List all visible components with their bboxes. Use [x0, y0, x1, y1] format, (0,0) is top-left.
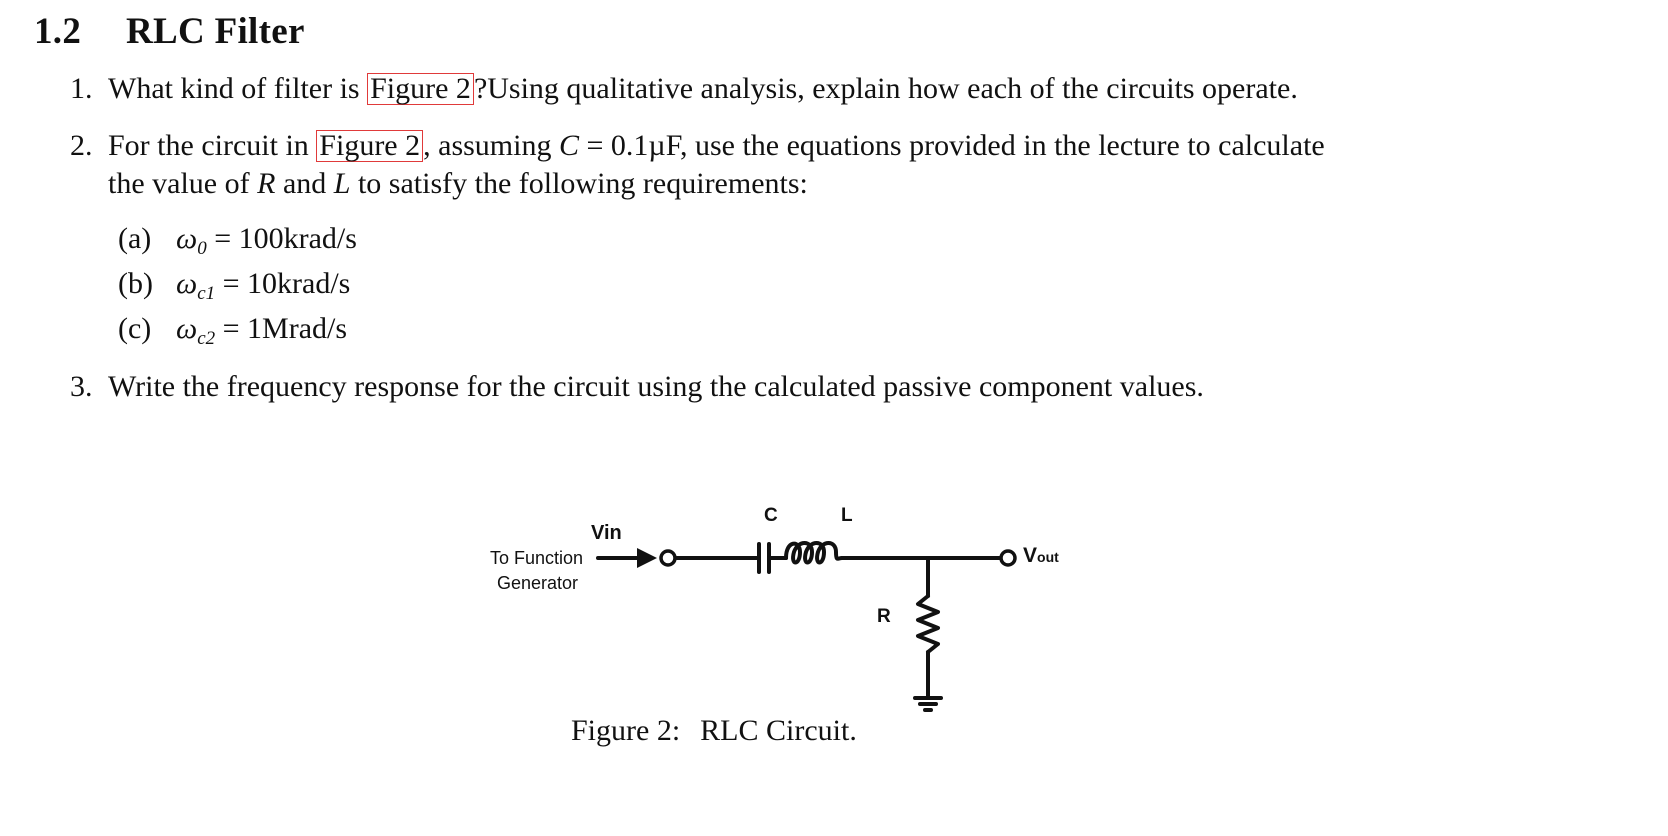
- figure-caption: [571, 712, 857, 750]
- resistor-label: R: [877, 606, 891, 627]
- inductance-symbol: L: [333, 167, 351, 200]
- requirement-value: = 10krad/s: [222, 267, 351, 300]
- requirement-value: = 1Mrad/s: [222, 312, 348, 345]
- vin-label: Vin: [591, 522, 622, 544]
- inductor-coil: [786, 543, 842, 563]
- question-text: , assuming: [423, 129, 559, 162]
- question-number: 3.: [70, 370, 93, 403]
- omega-subscript: c1: [197, 283, 216, 304]
- question-text: and: [275, 167, 334, 200]
- capacitor-label: C: [764, 505, 778, 526]
- capacitance-symbol: C: [558, 129, 579, 162]
- omega-subscript: 0: [197, 238, 207, 259]
- omega-symbol: ω: [176, 312, 198, 345]
- question-number: 1.: [70, 72, 93, 105]
- question-text: ?Using qualitative analysis, explain how each of the circuits operate.: [473, 72, 1298, 105]
- vout-main: V: [1023, 544, 1038, 567]
- figure-reference-link[interactable]: Figure 2: [367, 73, 474, 105]
- vout-label: [1023, 544, 1059, 568]
- output-terminal-icon: [1001, 551, 1015, 565]
- section-title: RLC Filter: [126, 11, 305, 52]
- vout-subscript: out: [1037, 549, 1059, 565]
- input-arrow-icon: [637, 548, 657, 568]
- question-number: 2.: [70, 129, 93, 162]
- omega-symbol: ω: [176, 222, 198, 255]
- inductor-label: L: [841, 505, 853, 526]
- question-text: to satisfy the following requirements:: [350, 167, 808, 200]
- omega-symbol: ω: [176, 267, 198, 300]
- generator-label: Generator: [497, 573, 579, 593]
- requirement-value: = 100krad/s: [214, 222, 357, 255]
- input-terminal-icon: [661, 551, 675, 565]
- question-text: = 0.1µF, use the equations provided in the lecture to calculate: [578, 129, 1325, 162]
- caption-text: RLC Circuit.: [700, 714, 857, 747]
- to-function-label: To Function: [490, 548, 584, 568]
- question-text: Write the frequency response for the circuit using the calculated passive component values.: [108, 370, 1204, 403]
- requirement-label: (b): [118, 267, 153, 300]
- section-number: 1.2: [34, 11, 82, 52]
- requirement-label: (c): [118, 312, 152, 345]
- question-text: the value of: [108, 167, 258, 200]
- caption-label: Figure 2:: [571, 714, 681, 747]
- omega-subscript: c2: [197, 328, 216, 349]
- requirement-label: (a): [118, 222, 152, 255]
- question-text: What kind of filter is: [108, 72, 368, 105]
- question-text: For the circuit in: [108, 129, 317, 162]
- figure-reference-link[interactable]: Figure 2: [316, 130, 423, 162]
- resistance-symbol: R: [257, 167, 276, 200]
- resistor-zigzag: [918, 596, 938, 652]
